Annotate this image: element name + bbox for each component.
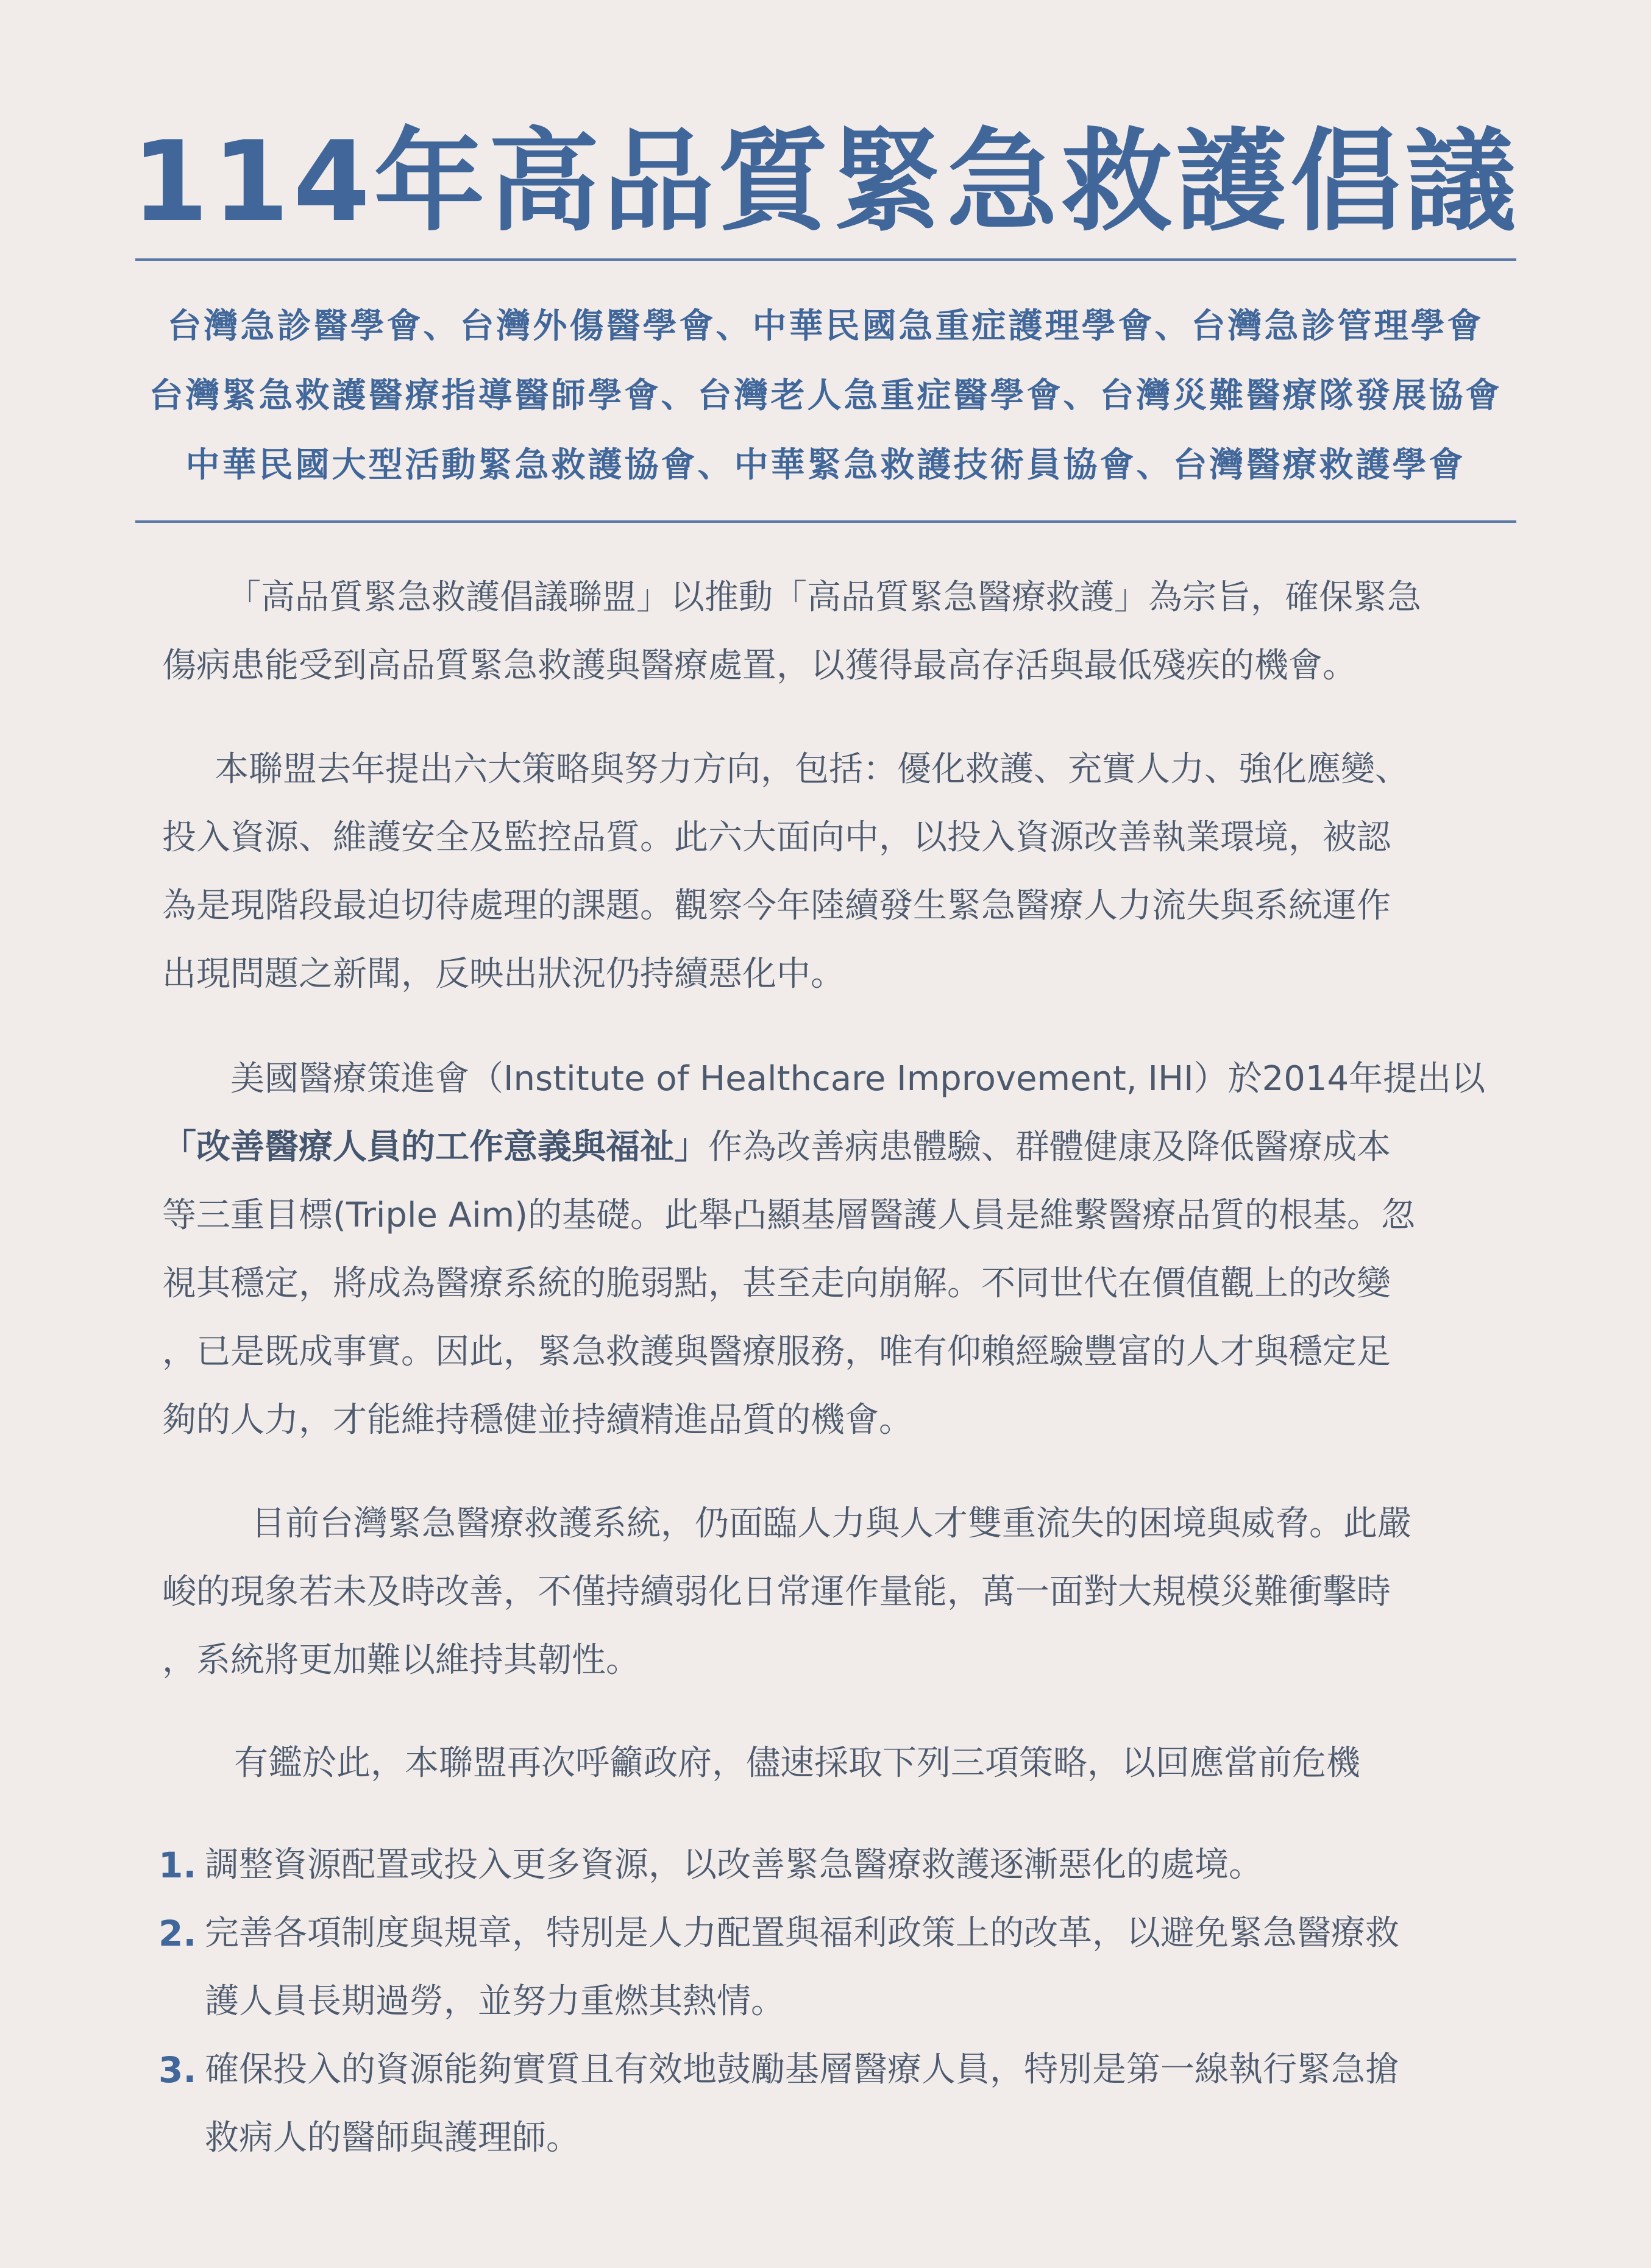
text-line: 傷病患能受到高品質緊急救護與醫療處置，以獲得最高存活與最低殘疾的機會。 [162,646,1357,686]
list-number: 2. [158,1913,197,1954]
text-line: 有鑑於此，本聯盟再次呼籲政府，儘速採取下列三項策略，以回應當前危機 [234,1743,1360,1783]
text-line: 調整資源配置或投入更多資源，以改善緊急醫療救護逐漸惡化的處境。 [205,1845,1263,1885]
text-line: 美國醫療策進會（Institute of Healthcare Improvement, IHI）於2014年提出以 [230,1059,1486,1099]
paragraph-current-situation [162,1490,1491,1695]
text-line: 出現問題之新聞，反映出狀況仍持續惡化中。 [162,954,845,994]
organization-line: 中華民國大型活動緊急救護協會、中華緊急救護技術員協會、台灣醫療救護學會 [185,445,1466,485]
list-item [158,1899,1503,2036]
text-line: 完善各項制度與規章，特別是人力配置與福利政策上的改革，以避免緊急醫療救 [205,1913,1399,1953]
organization-line: 台灣緊急救護醫療指導醫師學會、台灣老人急重症醫學會、台灣災難醫療隊發展協會 [149,375,1502,416]
list-item [158,2036,1503,2172]
text-line: 「高品質緊急救護倡議聯盟」以推動「高品質緊急醫療救護」為宗旨，確保緊急 [227,578,1421,617]
text-line: 峻的現象若未及時改善，不僅持續弱化日常運作量能，萬一面對大規模災難衝擊時 [162,1572,1391,1612]
paragraph-ihi [162,1045,1491,1455]
organization-list [91,291,1560,500]
paragraph-appeal [162,1729,1491,1798]
text-line: 救病人的醫師與護理師。 [205,2118,580,2158]
paragraph-strategies [162,735,1491,1008]
paragraph-mission [162,564,1491,700]
text-line [162,1113,1491,1182]
text-line: 夠的人力，才能維持穩健並持續精進品質的機會。 [162,1400,913,1440]
text-line: 確保投入的資源能夠實質且有效地鼓勵基層醫療人員，特別是第一線執行緊急搶 [205,2050,1399,2089]
list-number: 3. [158,2049,197,2091]
list-item [158,1831,1503,1899]
organization-line: 台灣急診醫學會、台灣外傷醫學會、中華民國急重症護理學會、台灣急診管理學會 [167,306,1484,346]
text-line: 為是現階段最迫切待處理的課題。觀察今年陸續發生緊急醫療人力流失與系統運作 [162,886,1391,926]
text-line: ，系統將更加難以維持其韌性。 [162,1640,640,1680]
text-span: 作為改善病患體驗、群體健康及降低醫療成本 [708,1127,1391,1167]
text-line: 視其穩定，將成為醫療系統的脆弱點，甚至走向崩解。不同世代在價值觀上的改變 [162,1264,1391,1303]
text-line: 等三重目標(Triple Aim)的基礎。此舉凸顯基層醫護人員是維繫醫療品質的根基。忽 [162,1196,1416,1235]
text-line: 投入資源、維護安全及監控品質。此六大面向中，以投入資源改善執業環境，被認 [162,818,1391,857]
text-line: 目前台灣緊急醫療救護系統，仍面臨人力與人才雙重流失的困境與威脅。此嚴 [251,1504,1411,1543]
title-divider [135,258,1516,261]
text-line: 本聯盟去年提出六大策略與努力方向，包括：優化救護、充實人力、強化應變、 [215,750,1409,789]
list-number: 1. [158,1845,197,1886]
text-line: ，已是既成事實。因此，緊急救護與醫療服務，唯有仰賴經驗豐富的人才與穩定足 [162,1332,1391,1372]
text-line: 護人員長期過勞，並努力重燃其熱情。 [205,1982,785,2021]
emphasized-phrase: 「改善醫療人員的工作意義與福祉」 [162,1127,708,1167]
page-title: 114年高品質緊急救護倡議 [131,117,1520,246]
organizations-divider [135,520,1516,523]
